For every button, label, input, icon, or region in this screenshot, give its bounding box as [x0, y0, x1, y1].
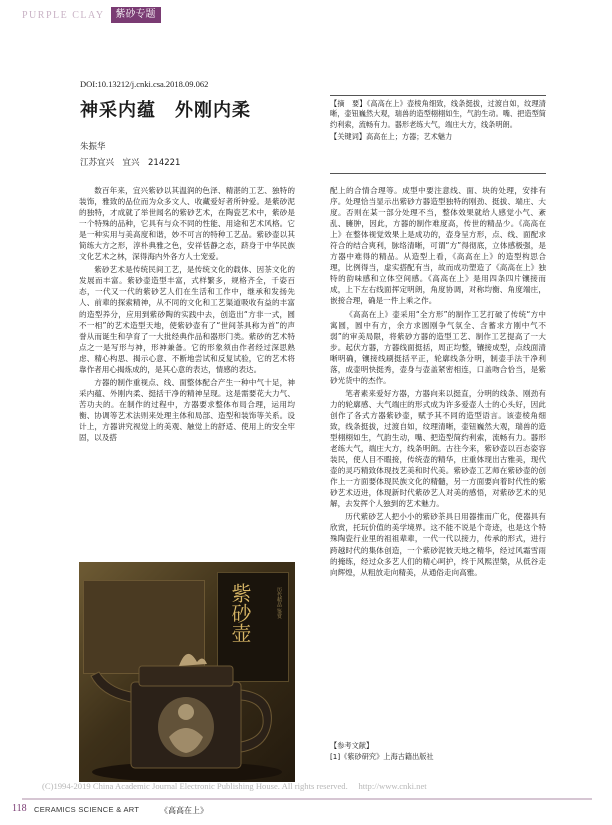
- paragraph: 配上的合情合理等。成型中要注意线、面、块的处理，安排有序。处理恰当显示出紫砂方器造型独特的刚劲、挺拔、端庄、大度。否则在某一部分处理不当，整体效果就给人感觉小气、紊乱、臃肿，因此，方器的制作难度高，传世的精品少。《高高在上》在整体视觉效果上是成功的，壶身呈方形，点、线、面配求符合的结合爽利，脉络清晰，可谓“方”得彻底，立体感极强，是方器中难得的精品。从造型上看，《高高在上》的造型构思合理，比例得当，虚实搭配有当，故而成功塑造了《高高在上》独特的韵味感和立体空间感。《高高在上》是用四条四片镶接而成，上下左右线面挥定明朗，角度协调，对称均衡、角度端庄，嵌接合理，确是一件上乘之作。: [330, 186, 546, 306]
- references-heading: 【参考文献】: [330, 741, 374, 750]
- right-column: [330, 185, 546, 720]
- section-tag: 紫砂专题: [111, 7, 161, 23]
- book-title: 紫砂壶: [228, 583, 252, 643]
- doi-line: DOI:10.13212/j.cnki.csa.2018.09.062: [80, 79, 209, 89]
- paragraph: 笔者素来爱好方器，方器向来以挺直，分明的线条、刚劲有力的轮廓感、大气端庄的形式成为许多爱壶人士的心头好，因此创作了各式方器紫砂壶，赋予其不同的造型语言。该壶棱角细致，线条挺拔，过渡自如，纹理清晰，壶钮巍然大观，瑞兽的造型栩栩如生，气韵生动，嘴、把造型简约利索，流畅有力。器形老练大气，端庄大方，线条明朗。古往今来，紫砂壶以百态姿容装民，使人目不暇接，传统壶的精华，庄重体现出古雅美，现代壶的灵巧精致体现技艺美和时代美。紫砂壶工艺师在紫砂壶的创作上一方面要体现民族文化的精髓，另一方面要向着时代性的紫砂艺术迈进，体现新时代紫砂艺人对美的感悟，对紫砂艺术的见解，去发挥个人独到的艺术魅力。: [330, 388, 546, 509]
- page-header: [22, 6, 161, 24]
- abstract-text: 【摘 要】《高高在上》壶棱角细致，线条挺拔，过渡自如，纹理清晰，壶钮巍然大观，瑞兽的造型栩栩如生，气韵生动。嘴、把造型简约利索，流畅有力。器形老练大气，端庄大方，线条明朗。: [330, 99, 546, 129]
- page-number: 118: [12, 803, 27, 814]
- brand-label: PURPLE CLAY: [22, 9, 105, 21]
- paragraph: 数百年来，宜兴紫砂以其温润的色泽、精湛的工艺、独特的装饰，雅致的品位而为众多文人、收藏爱好者所钟爱。是紫砂泥的独特，才成就了举世闻名的紫砂艺术，在陶瓷艺术中，紫砂是一个特殊的品种，它具有与众不同的性能、用途和艺术风格。它是一种实用与美高度和谐，妙不可言的特种工艺品。紫砂壶以其简练大方之形，淳朴典雅之色，安祥恬静之态，跻身于中华民族文化艺术之林，深得海内外各方人士宠爱。: [79, 186, 295, 262]
- teapot-icon: [79, 562, 295, 782]
- book-subtitle: 历代精品 鉴赏: [276, 587, 282, 619]
- author-name: 朱振华: [80, 142, 106, 152]
- left-column: [79, 185, 295, 561]
- figure-caption: 《高高在上》: [160, 806, 208, 815]
- journal-name: CERAMICS SCIENCE & ART: [34, 805, 140, 814]
- paragraph: 《高高在上》壶采用“全方形”的制作工艺打破了传统“方中寓圆，圆中有方，余方求圆刚争气氛全、含蓄求方刚中气不弱”的审美局限，将紫砂方器的造型工艺、制作工艺提高了一大步。起伏方器，方器线面挺括，周正均整，镶接成型，点线面清晰明确，镶接线刷挺括平正，轮廓线条分明，制壶手法干净利落，成壶明快挺秀，壶身与壶盖紧密相连，口盖吻合恰当，是紫砂光货中的杰作。: [330, 309, 546, 385]
- footer-divider: [22, 798, 592, 800]
- paragraph: 历代紫砂艺人把小小的紫砂茶具日用器推而广化，使器具有欣赏，托玩价值的美学境界。这不能不说是个奇迹，也是这个特殊陶瓷行业里的祖祖辈辈，一代一代以接力，传承的形式，进行跨越时代的集体创造，一个紫砂泥彼天地之精华，经过风霜雪雨的掩练，经过众多艺人们的精心呵护，终于风熙涅槃，从低谷走向辉煌，从粗放走向精美，从通俗走向高雅。: [330, 512, 546, 577]
- paragraph: 方器的制作重视点、线、面整体配合产生一种中气十足，神采内蕴、外刚内柔、挺括干净的精神呈现。这是需要花大力气、苦功夫的。在制作的过程中，方器要求整体布局合理，运用均衡、协调等艺术法则来处理主体和局部、造型和装饰等关系。设计上，方器讲究视觉上的美观、触觉上的舒适、使用上的安全牢固，以及搭: [79, 377, 295, 443]
- reference-item: [1]《紫砂研究》上海古籍出版社: [330, 752, 434, 761]
- article-title: 神采内蕴 外刚内柔: [80, 100, 251, 121]
- teapot-photo: [79, 562, 295, 782]
- references: [330, 740, 546, 762]
- paragraph: 紫砂艺术是传统民间工艺，是传统文化的载体、因茶文化的发展而丰富。紫砂壶造型丰富，式样繁多，规格齐全，千姿百态，一代又一代的紫砂艺人们在生活和工作中，继承和发扬先人、前辈的探索精神，从不同的文化和工艺渠道吸收有益的丰富的造型养分，应用到紫砂陶的实践中去，创造出“方非一式，圆不一相”的艺术造型天地，使紫砂壶有了“世间茶具称为首”的声誉从而诞生和孕育了一大批经典作品和器形门类。紫砂的艺术特点之一是写形与神，形神兼备。它的形象须由作者经过深思熟虑、精心构思、揭示心意、不断地尝试和反复试验，它的艺术将靠作者用心揭炼成的，是其心意的表达，情感的表达。: [79, 265, 295, 374]
- copyright-watermark: (C)1994-2019 China Academic Journal Electronic Publishing House. All rights reserved. http://www.cnki.net: [42, 781, 427, 791]
- keywords: 【关键词】高高在上；方器；艺术魅力: [330, 132, 453, 142]
- abstract-box: [330, 95, 546, 174]
- author-affiliation: 江苏宜兴 宜兴 214221: [80, 158, 181, 168]
